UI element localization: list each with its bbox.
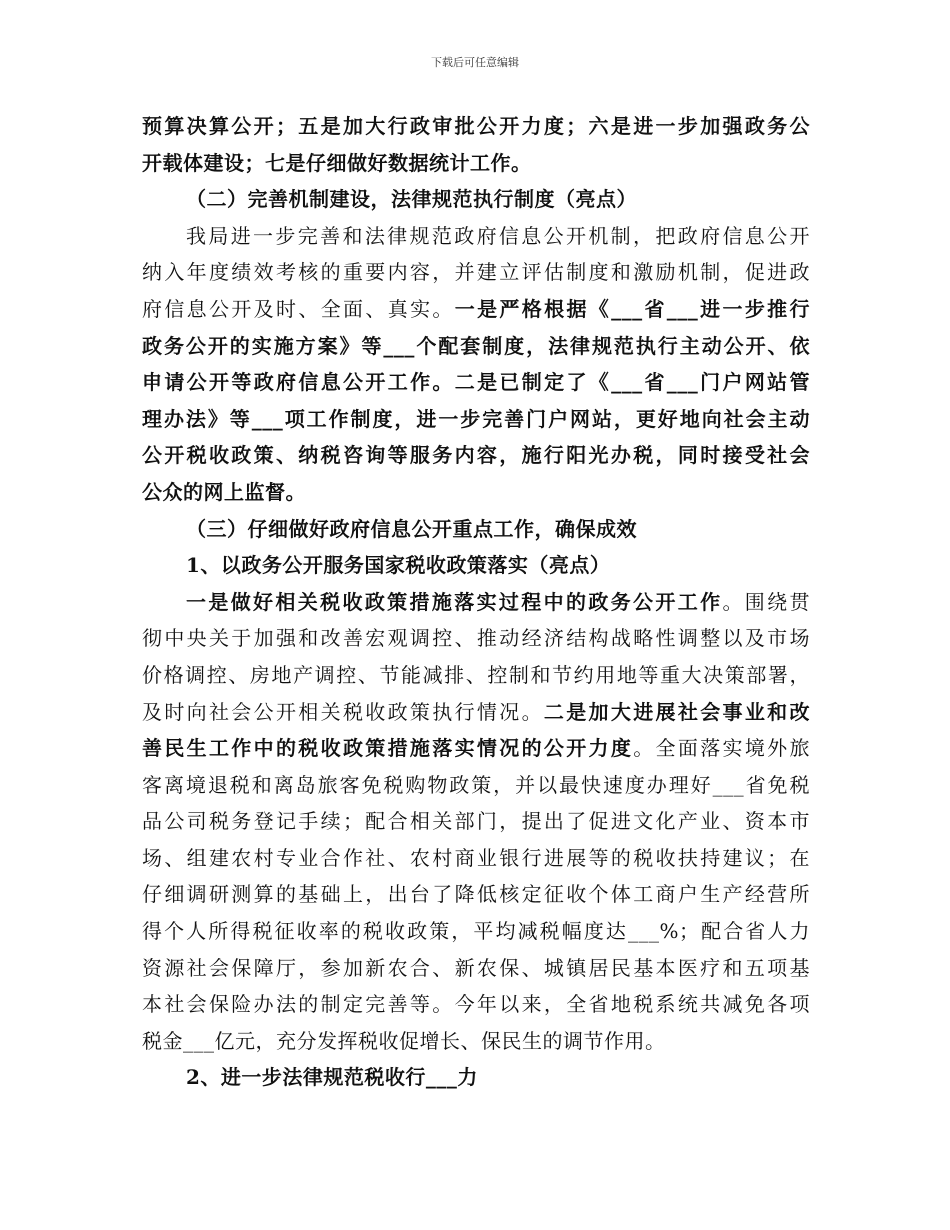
text-line: [142, 913, 810, 950]
text-line: [142, 876, 810, 913]
text-line: [142, 181, 810, 218]
text-line: [142, 328, 810, 365]
text-line: [142, 511, 810, 548]
text-run: 品公司税务登记手续；配合相关部门，提出了促进文化产业、资本市: [142, 809, 810, 834]
bold-text-run: （二）完善机制建设，法律规范执行制度（亮点）: [186, 187, 637, 212]
text-run: 场、组建农村专业合作社、农村商业银行进展等的税收扶持建议；在: [142, 845, 810, 870]
text-line: [142, 145, 810, 182]
bold-text-run: 申请公开等政府信息公开工作。二是已制定了《___省___门户网站管: [142, 370, 810, 395]
text-run: 府信息公开及时、全面、真实。: [142, 296, 455, 321]
text-run: 。围绕贯: [722, 589, 811, 614]
text-line: [142, 547, 810, 584]
text-line: [142, 1059, 810, 1096]
bold-text-run: 一是做好相关税收政策措施落实过程中的政务公开工作: [186, 589, 723, 614]
text-line: [142, 401, 810, 438]
text-line: [142, 254, 810, 291]
text-run: 本社会保险办法的制定完善等。今年以来，全省地税系统共减免各项: [142, 992, 810, 1017]
bold-text-run: （三）仔细做好政府信息公开重点工作，确保成效: [186, 516, 637, 541]
bold-text-run: 预算决算公开；五是加大行政审批公开力度；六是进一步加强政务公: [142, 114, 810, 138]
bold-text-run: 一是严格根据《___省___进一步推行: [454, 296, 810, 321]
text-run: 得个人所得税征收率的税收政策，平均减税幅度达___%；配合省人力: [142, 919, 810, 944]
text-line: [142, 1023, 810, 1060]
document-body: [142, 108, 810, 1096]
text-line: [142, 657, 810, 694]
text-run: 客离境退税和离岛旅客免税购物政策，并以最快速度办理好___省免税: [142, 772, 810, 797]
text-run: 仔细调研测算的基础上，出台了降低核定征收个体工商户生产经营所: [142, 882, 810, 907]
bold-text-run: 2、进一步法律规范税收行___力: [186, 1065, 478, 1090]
text-line: [142, 218, 810, 255]
text-run: 及时向社会公开相关税收政策执行情况。: [142, 699, 544, 724]
bold-text-run: 1、以政务公开服务国家税收政策落实（亮点）: [186, 553, 611, 578]
bold-text-run: 善民生工作中的税收政策措施落实情况的公开力度: [142, 736, 634, 761]
text-line: [142, 620, 810, 657]
text-line: [142, 108, 810, 145]
text-line: [142, 840, 810, 877]
text-line: [142, 474, 810, 511]
bold-text-run: 开载体建设；七是仔细做好数据统计工作。: [142, 150, 532, 175]
text-run: 彻中央关于加强和改善宏观调控、推动经济结构战略性调整以及市场: [142, 626, 810, 651]
text-line: [142, 950, 810, 987]
text-run: 纳入年度绩效考核的重要内容，并建立评估制度和激励机制，促进政: [142, 260, 810, 285]
text-run: 我局进一步完善和法律规范政府信息公开机制，把政府信息公开: [186, 223, 810, 248]
text-line: [142, 437, 810, 474]
text-run: 。全面落实境外旅: [633, 736, 811, 761]
text-run: 税金___亿元，充分发挥税收促增长、保民生的调节作用。: [142, 1028, 666, 1053]
bold-text-run: 理办法》等___项工作制度，进一步完善门户网站，更好地向社会主动: [142, 406, 810, 431]
page-header: 下载后可任意编辑: [431, 56, 519, 69]
bold-text-run: 公开税收政策、纳税咨询等服务内容，施行阳光办税，同时接受社会: [142, 443, 810, 468]
text-line: [142, 767, 810, 804]
text-run: 资源社会保障厅，参加新农合、新农保、城镇居民基本医疗和五项基: [142, 955, 810, 980]
bold-text-run: 政务公开的实施方案》等___个配套制度，法律规范执行主动公开、依: [142, 333, 810, 358]
text-line: [142, 694, 810, 731]
text-line: [142, 730, 810, 767]
text-line: [142, 584, 810, 621]
text-line: [142, 986, 810, 1023]
text-run: 价格调控、房地产调控、节能减排、控制和节约用地等重大决策部署，: [142, 662, 810, 687]
bold-text-run: 二是加大进展社会事业和改: [543, 699, 811, 724]
text-line: [142, 364, 810, 401]
bold-text-run: 公众的网上监督。: [142, 479, 306, 504]
text-line: [142, 291, 810, 328]
text-line: [142, 803, 810, 840]
